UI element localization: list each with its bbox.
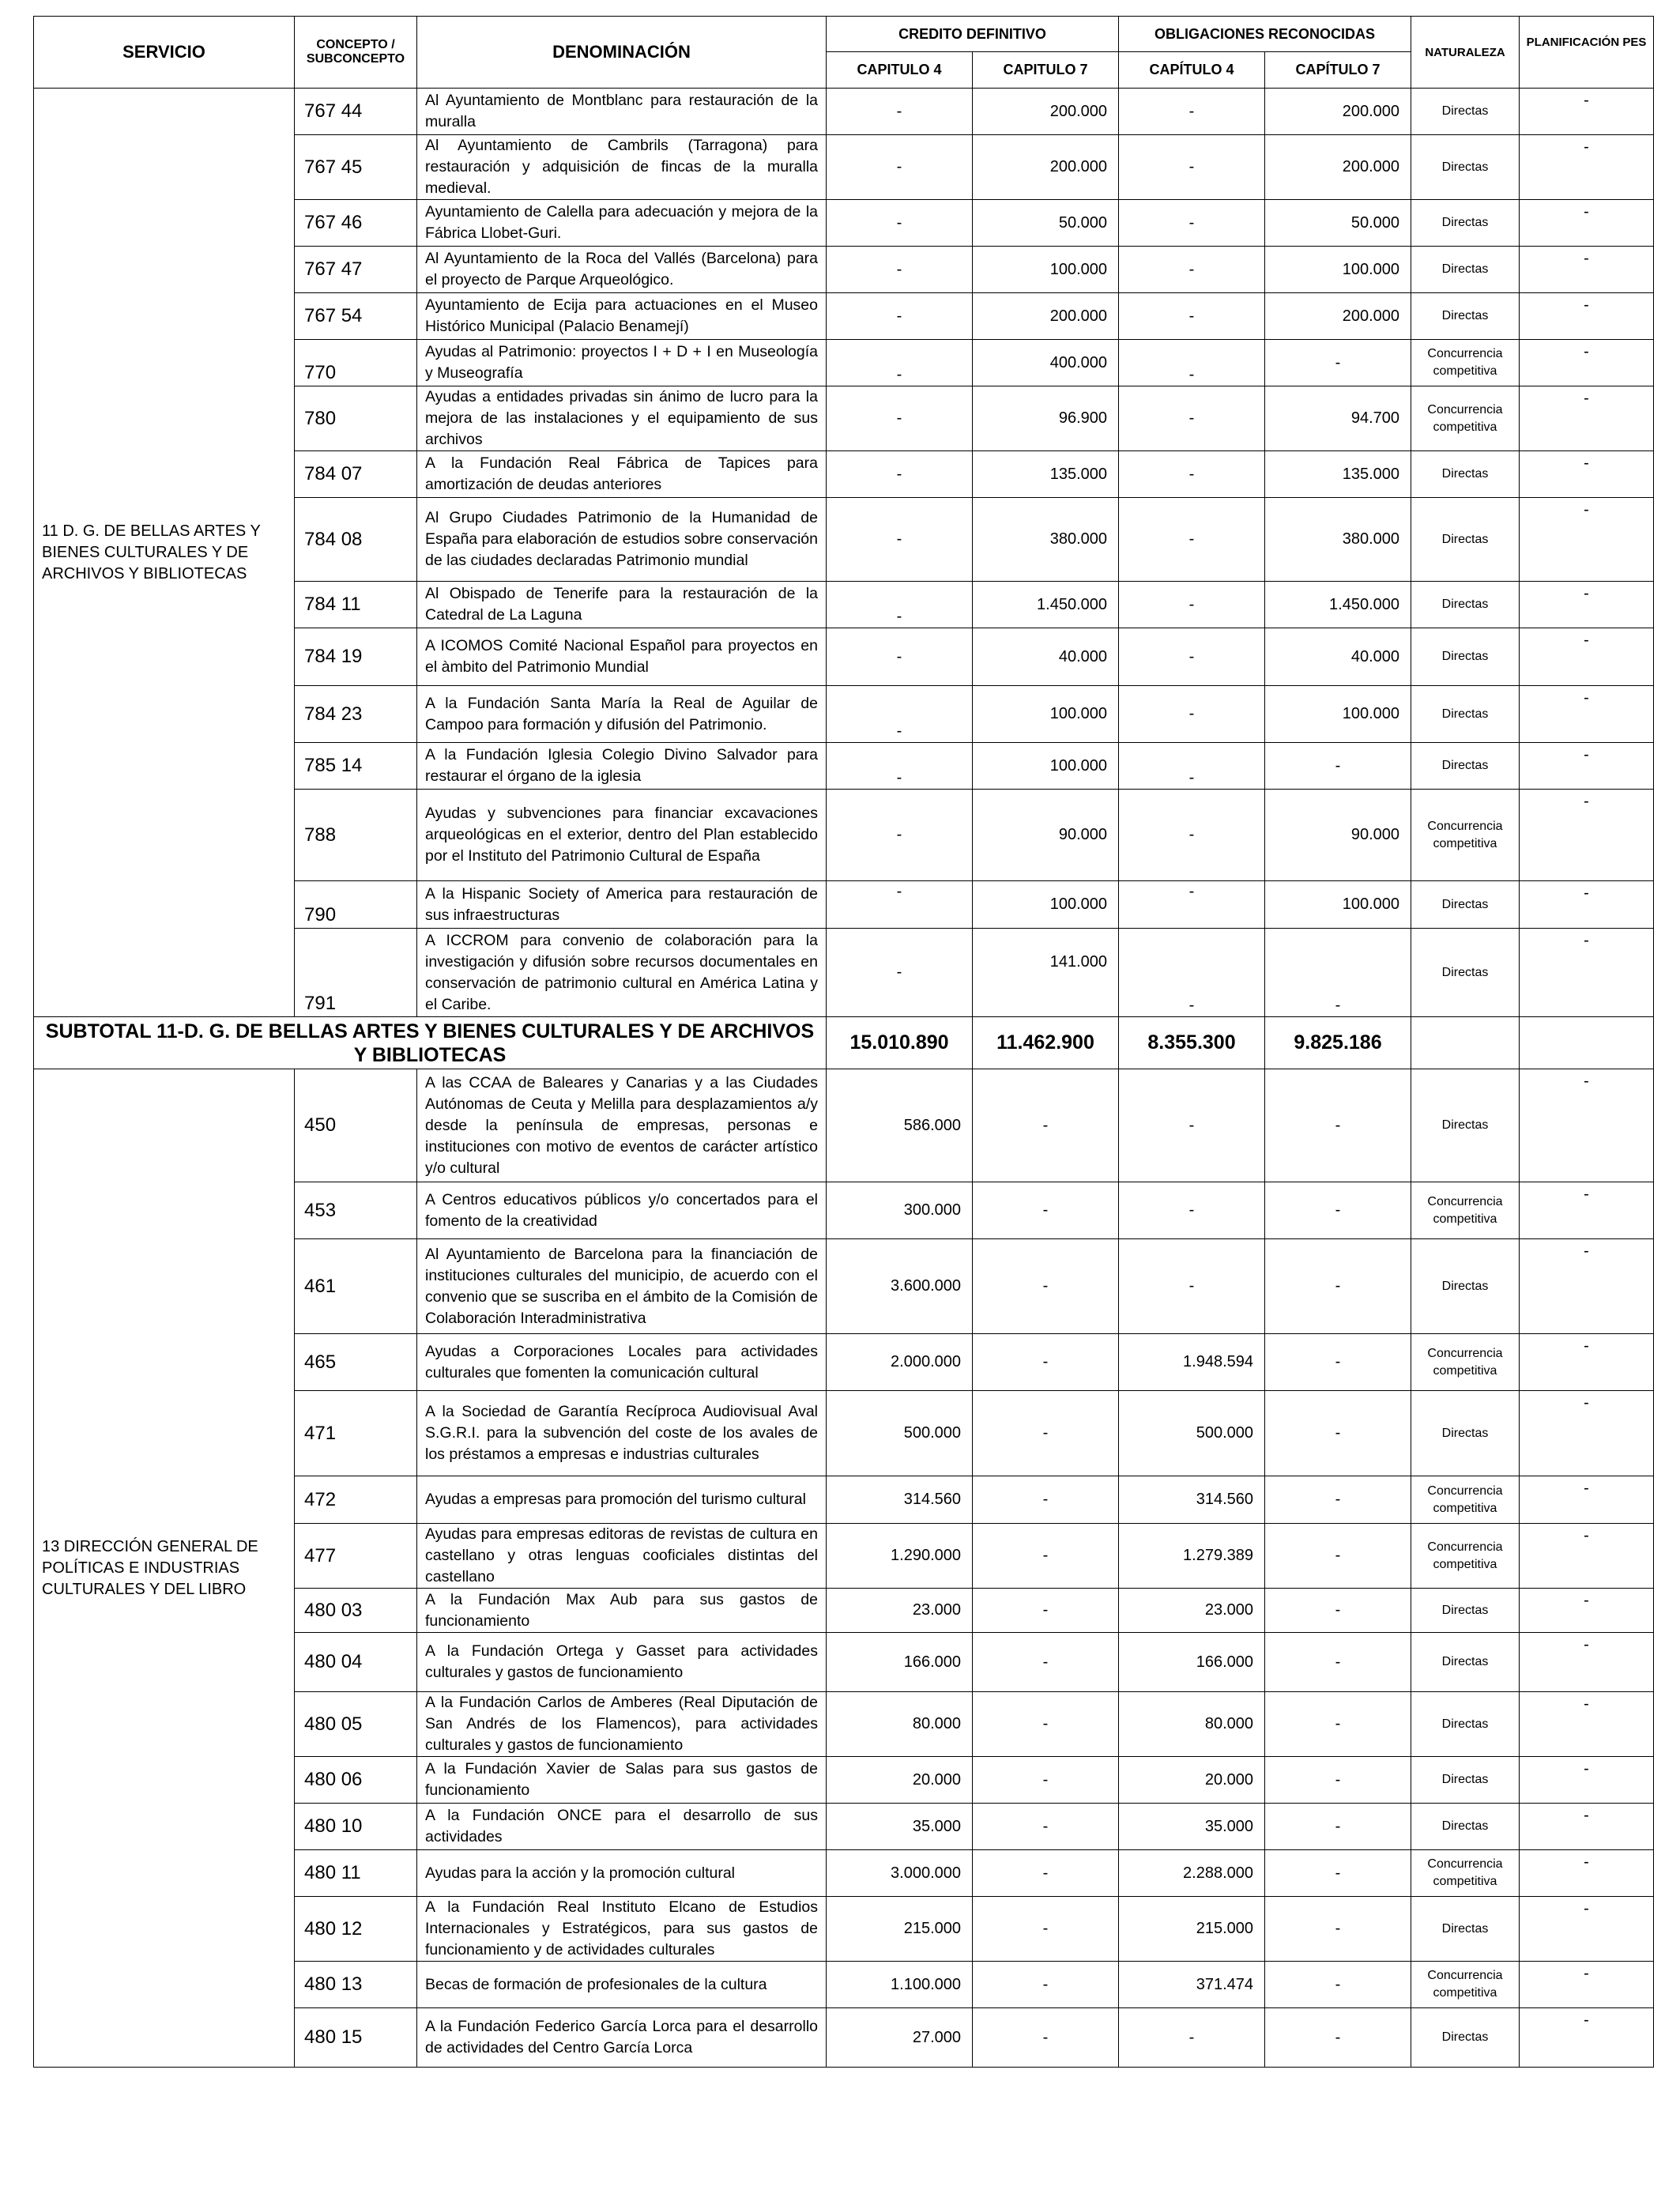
credito-cap7: -: [973, 1757, 1119, 1804]
obligaciones-cap7: -: [1265, 1850, 1411, 1897]
credito-cap4: 166.000: [827, 1633, 973, 1692]
credito-cap4: -: [827, 929, 973, 1017]
credito-cap4: 215.000: [827, 1897, 973, 1962]
credito-cap7: -: [973, 1633, 1119, 1692]
denominacion-text: A la Fundación Iglesia Colegio Divino Salvador para restaurar el órgano de la iglesia: [417, 743, 827, 790]
concepto-code: 791: [295, 929, 417, 1017]
obligaciones-cap4: -: [1119, 582, 1265, 628]
denominacion-text: A la Fundación Santa María la Real de Aguilar de Campoo para formación y difusión del Patrimonio.: [417, 686, 827, 743]
subtotal-planificacion-empty: [1520, 1017, 1654, 1069]
obligaciones-cap7: -: [1265, 1633, 1411, 1692]
naturaleza-text: Directas: [1411, 451, 1520, 498]
credito-cap7: -: [973, 1897, 1119, 1962]
planificacion-text: -: [1520, 1804, 1654, 1850]
obligaciones-cap4: 20.000: [1119, 1757, 1265, 1804]
header-cap7-credito: CAPITULO 7: [973, 52, 1119, 89]
section-13-body: [34, 1069, 1654, 2068]
credito-cap7: 380.000: [973, 498, 1119, 582]
credito-cap4: 586.000: [827, 1069, 973, 1182]
header-credito: CREDITO DEFINITIVO: [827, 17, 1119, 52]
credito-cap7: -: [973, 1391, 1119, 1476]
credito-cap7: 40.000: [973, 628, 1119, 686]
credito-cap7: -: [973, 2008, 1119, 2068]
naturaleza-text: Directas: [1411, 1757, 1520, 1804]
denominacion-text: A la Hispanic Society of America para restauración de sus infraestructuras: [417, 881, 827, 929]
concepto-code: 480 11: [295, 1850, 417, 1897]
header-row-1: [34, 17, 1654, 52]
naturaleza-text: Directas: [1411, 1804, 1520, 1850]
obligaciones-cap4: -: [1119, 2008, 1265, 2068]
planificacion-text: -: [1520, 2008, 1654, 2068]
credito-cap7: 50.000: [973, 200, 1119, 247]
obligaciones-cap7: 200.000: [1265, 89, 1411, 135]
obligaciones-cap7: -: [1265, 1391, 1411, 1476]
obligaciones-cap4: -: [1119, 293, 1265, 340]
obligaciones-cap4: 35.000: [1119, 1804, 1265, 1850]
concepto-code: 785 14: [295, 743, 417, 790]
naturaleza-text: Concurrencia competitiva: [1411, 340, 1520, 386]
obligaciones-cap4: -: [1119, 881, 1265, 929]
credito-cap4: 27.000: [827, 2008, 973, 2068]
naturaleza-text: Directas: [1411, 1391, 1520, 1476]
credito-cap7: 100.000: [973, 881, 1119, 929]
denominacion-text: A la Fundación Real Instituto Elcano de Estudios Internacionales y Estratégicos, para sus gastos de funcionamiento y de actividades culturales: [417, 1897, 827, 1962]
denominacion-text: Ayuntamiento de Calella para adecuación y mejora de la Fábrica Llobet-Guri.: [417, 200, 827, 247]
planificacion-text: -: [1520, 89, 1654, 135]
obligaciones-cap4: -: [1119, 89, 1265, 135]
denominacion-text: Ayudas al Patrimonio: proyectos I + D + I en Museología y Museografía: [417, 340, 827, 386]
credito-cap4: -: [827, 628, 973, 686]
credito-cap4: 80.000: [827, 1692, 973, 1757]
credito-cap4: 35.000: [827, 1804, 973, 1850]
credito-cap4: -: [827, 135, 973, 200]
obligaciones-cap7: 200.000: [1265, 135, 1411, 200]
concepto-code: 480 10: [295, 1804, 417, 1850]
credito-cap7: -: [973, 1069, 1119, 1182]
planificacion-text: -: [1520, 451, 1654, 498]
denominacion-text: Al Ayuntamiento de Barcelona para la financiación de instituciones culturales del municipio, de acuerdo con el convenio que se suscriba en el ámbito de la Comisión de Colaboración Interadministrativa: [417, 1239, 827, 1334]
denominacion-text: A la Fundación ONCE para el desarrollo de sus actividades: [417, 1804, 827, 1850]
obligaciones-cap7: 200.000: [1265, 293, 1411, 340]
credito-cap7: 141.000: [973, 929, 1119, 1017]
header-planificacion: PLANIFICACIÓN PES: [1520, 17, 1654, 89]
denominacion-text: A la Fundación Max Aub para sus gastos de funcionamiento: [417, 1589, 827, 1633]
denominacion-text: A Centros educativos públicos y/o concertados para el fomento de la creatividad: [417, 1182, 827, 1239]
credito-cap7: 96.900: [973, 386, 1119, 451]
credito-cap4: 2.000.000: [827, 1334, 973, 1391]
denominacion-text: A la Sociedad de Garantía Recíproca Audiovisual Aval S.G.R.I. para la subvención del coste de los avales de los préstamos a empresas e industrias culturales: [417, 1391, 827, 1476]
subtotal-label: SUBTOTAL 11-D. G. DE BELLAS ARTES Y BIENES CULTURALES Y DE ARCHIVOS Y BIBLIOTECAS: [34, 1017, 827, 1069]
servicio-cell: 13 DIRECCIÓN GENERAL DE POLÍTICAS E INDUSTRIAS CULTURALES Y DEL LIBRO: [34, 1069, 295, 2068]
servicio-cell: 11 D. G. DE BELLAS ARTES Y BIENES CULTURALES Y DE ARCHIVOS Y BIBLIOTECAS: [34, 89, 295, 1017]
planificacion-text: -: [1520, 135, 1654, 200]
obligaciones-cap4: 371.474: [1119, 1962, 1265, 2008]
naturaleza-text: Concurrencia competitiva: [1411, 386, 1520, 451]
obligaciones-cap4: 2.288.000: [1119, 1850, 1265, 1897]
credito-cap4: 3.000.000: [827, 1850, 973, 1897]
planificacion-text: -: [1520, 628, 1654, 686]
naturaleza-text: Directas: [1411, 1897, 1520, 1962]
obligaciones-cap7: 1.450.000: [1265, 582, 1411, 628]
denominacion-text: Ayudas para la acción y la promoción cultural: [417, 1850, 827, 1897]
concepto-code: 784 07: [295, 451, 417, 498]
denominacion-text: Ayudas a entidades privadas sin ánimo de lucro para la mejora de las instalaciones y el equipamiento de sus archivos: [417, 386, 827, 451]
table-row: [34, 89, 1654, 135]
concepto-code: 480 15: [295, 2008, 417, 2068]
budget-document: [33, 16, 1653, 2068]
obligaciones-cap7: 380.000: [1265, 498, 1411, 582]
planificacion-text: -: [1520, 1962, 1654, 2008]
naturaleza-text: Concurrencia competitiva: [1411, 1850, 1520, 1897]
concepto-code: 480 03: [295, 1589, 417, 1633]
obligaciones-cap7: -: [1265, 1524, 1411, 1589]
naturaleza-text: Concurrencia competitiva: [1411, 1524, 1520, 1589]
credito-cap7: 400.000: [973, 340, 1119, 386]
concepto-code: 784 08: [295, 498, 417, 582]
denominacion-text: Ayudas y subvenciones para financiar excavaciones arqueológicas en el exterior, dentro del Plan establecido por el Instituto del Patrimonio Cultural de España: [417, 790, 827, 881]
planificacion-text: -: [1520, 340, 1654, 386]
obligaciones-cap4: -: [1119, 686, 1265, 743]
denominacion-text: Becas de formación de profesionales de la cultura: [417, 1962, 827, 2008]
obligaciones-cap7: -: [1265, 340, 1411, 386]
planificacion-text: -: [1520, 881, 1654, 929]
concepto-code: 788: [295, 790, 417, 881]
credito-cap7: 100.000: [973, 686, 1119, 743]
header-cap4-credito: CAPITULO 4: [827, 52, 973, 89]
credito-cap4: 500.000: [827, 1391, 973, 1476]
obligaciones-cap4: -: [1119, 1069, 1265, 1182]
credito-cap4: -: [827, 386, 973, 451]
naturaleza-text: Directas: [1411, 1633, 1520, 1692]
obligaciones-cap7: 90.000: [1265, 790, 1411, 881]
obligaciones-cap4: -: [1119, 340, 1265, 386]
denominacion-text: Al Ayuntamiento de Montblanc para restauración de la muralla: [417, 89, 827, 135]
naturaleza-text: Concurrencia competitiva: [1411, 790, 1520, 881]
credito-cap4: -: [827, 89, 973, 135]
planificacion-text: -: [1520, 200, 1654, 247]
naturaleza-text: Directas: [1411, 1692, 1520, 1757]
obligaciones-cap4: -: [1119, 135, 1265, 200]
concepto-code: 767 54: [295, 293, 417, 340]
naturaleza-text: Directas: [1411, 1239, 1520, 1334]
planificacion-text: -: [1520, 1524, 1654, 1589]
credito-cap4: -: [827, 293, 973, 340]
obligaciones-cap7: -: [1265, 1589, 1411, 1633]
credito-cap4: -: [827, 340, 973, 386]
planificacion-text: -: [1520, 743, 1654, 790]
denominacion-text: A la Fundación Federico García Lorca para el desarrollo de actividades del Centro García Lorca: [417, 2008, 827, 2068]
header-cap7-oblig: CAPÍTULO 7: [1265, 52, 1411, 89]
obligaciones-cap4: -: [1119, 1239, 1265, 1334]
planificacion-text: -: [1520, 1334, 1654, 1391]
concepto-code: 472: [295, 1476, 417, 1524]
obligaciones-cap7: -: [1265, 1182, 1411, 1239]
naturaleza-text: Directas: [1411, 293, 1520, 340]
naturaleza-text: Directas: [1411, 582, 1520, 628]
planificacion-text: -: [1520, 929, 1654, 1017]
denominacion-text: A la Fundación Carlos de Amberes (Real Diputación de San Andrés de los Flamencos), para actividades culturales y gastos de funcionamiento: [417, 1692, 827, 1757]
credito-cap4: -: [827, 881, 973, 929]
planificacion-text: -: [1520, 582, 1654, 628]
naturaleza-text: Directas: [1411, 89, 1520, 135]
credito-cap7: -: [973, 1804, 1119, 1850]
naturaleza-text: Directas: [1411, 2008, 1520, 2068]
section-11-body: [34, 89, 1654, 1017]
obligaciones-cap7: -: [1265, 743, 1411, 790]
denominacion-text: A ICCROM para convenio de colaboración para la investigación y difusión sobre recursos documentales en conservación de patrimonio cultural en América Latina y el Caribe.: [417, 929, 827, 1017]
obligaciones-cap7: -: [1265, 1897, 1411, 1962]
obligaciones-cap7: -: [1265, 1804, 1411, 1850]
credito-cap7: -: [973, 1589, 1119, 1633]
header-denominacion: DENOMINACIÓN: [417, 17, 827, 89]
planificacion-text: -: [1520, 790, 1654, 881]
obligaciones-cap4: 500.000: [1119, 1391, 1265, 1476]
planificacion-text: -: [1520, 247, 1654, 293]
credito-cap7: 135.000: [973, 451, 1119, 498]
credito-cap7: -: [973, 1692, 1119, 1757]
concepto-code: 471: [295, 1391, 417, 1476]
concepto-code: 477: [295, 1524, 417, 1589]
denominacion-text: Al Grupo Ciudades Patrimonio de la Humanidad de España para elaboración de estudios sobre conservación de las ciudades declaradas Patrimonio mundial: [417, 498, 827, 582]
credito-cap7: -: [973, 1476, 1119, 1524]
planificacion-text: -: [1520, 1069, 1654, 1182]
denominacion-text: Ayudas para empresas editoras de revistas de cultura en castellano y otras lenguas cooficiales distintas del castellano: [417, 1524, 827, 1589]
concepto-code: 453: [295, 1182, 417, 1239]
planificacion-text: -: [1520, 1476, 1654, 1524]
denominacion-text: A las CCAA de Baleares y Canarias y a las Ciudades Autónomas de Ceuta y Melilla para desplazamientos a/y desde la península de empresas, personas e instituciones con motivo de eventos de carácter artístico y/o cultural: [417, 1069, 827, 1182]
concepto-code: 461: [295, 1239, 417, 1334]
concepto-code: 767 45: [295, 135, 417, 200]
concepto-code: 480 06: [295, 1757, 417, 1804]
concepto-code: 784 23: [295, 686, 417, 743]
obligaciones-cap7: -: [1265, 1476, 1411, 1524]
concepto-code: 784 11: [295, 582, 417, 628]
subtotal-naturaleza-empty: [1411, 1017, 1520, 1069]
denominacion-text: Al Ayuntamiento de Cambrils (Tarragona) para restauración y adquisición de fincas de la muralla medieval.: [417, 135, 827, 200]
credito-cap7: 200.000: [973, 135, 1119, 200]
subtotal-cap4-credito: 15.010.890: [827, 1017, 973, 1069]
obligaciones-cap7: 40.000: [1265, 628, 1411, 686]
credito-cap4: 23.000: [827, 1589, 973, 1633]
obligaciones-cap7: -: [1265, 1334, 1411, 1391]
naturaleza-text: Directas: [1411, 686, 1520, 743]
denominacion-text: Ayudas a Corporaciones Locales para actividades culturales que fomenten la comunicación cultural: [417, 1334, 827, 1391]
concepto-code: 767 44: [295, 89, 417, 135]
credito-cap7: 100.000: [973, 743, 1119, 790]
obligaciones-cap4: -: [1119, 247, 1265, 293]
concepto-code: 480 05: [295, 1692, 417, 1757]
header-concepto: CONCEPTO / SUBCONCEPTO: [295, 17, 417, 89]
credito-cap7: -: [973, 1239, 1119, 1334]
credito-cap4: 314.560: [827, 1476, 973, 1524]
obligaciones-cap4: -: [1119, 743, 1265, 790]
obligaciones-cap7: -: [1265, 1962, 1411, 2008]
planificacion-text: -: [1520, 1239, 1654, 1334]
concepto-code: 450: [295, 1069, 417, 1182]
obligaciones-cap4: -: [1119, 1182, 1265, 1239]
naturaleza-text: Directas: [1411, 200, 1520, 247]
obligaciones-cap4: -: [1119, 790, 1265, 881]
obligaciones-cap7: 135.000: [1265, 451, 1411, 498]
naturaleza-text: Directas: [1411, 1069, 1520, 1182]
denominacion-text: Al Ayuntamiento de la Roca del Vallés (Barcelona) para el proyecto de Parque Arqueológico.: [417, 247, 827, 293]
concepto-code: 480 13: [295, 1962, 417, 2008]
credito-cap4: -: [827, 790, 973, 881]
credito-cap7: -: [973, 1182, 1119, 1239]
planificacion-text: -: [1520, 386, 1654, 451]
credito-cap7: 90.000: [973, 790, 1119, 881]
credito-cap4: 1.290.000: [827, 1524, 973, 1589]
naturaleza-text: Concurrencia competitiva: [1411, 1334, 1520, 1391]
concepto-code: 767 47: [295, 247, 417, 293]
denominacion-text: Ayudas a empresas para promoción del turismo cultural: [417, 1476, 827, 1524]
naturaleza-text: Concurrencia competitiva: [1411, 1182, 1520, 1239]
planificacion-text: -: [1520, 293, 1654, 340]
credito-cap4: 20.000: [827, 1757, 973, 1804]
naturaleza-text: Directas: [1411, 929, 1520, 1017]
naturaleza-text: Directas: [1411, 628, 1520, 686]
credito-cap4: -: [827, 200, 973, 247]
obligaciones-cap7: 100.000: [1265, 247, 1411, 293]
subtotal-row: [34, 1017, 1654, 1069]
table-row: [34, 1069, 1654, 1182]
planificacion-text: -: [1520, 1692, 1654, 1757]
planificacion-text: -: [1520, 1391, 1654, 1476]
denominacion-text: Al Obispado de Tenerife para la restauración de la Catedral de La Laguna: [417, 582, 827, 628]
credito-cap7: -: [973, 1850, 1119, 1897]
obligaciones-cap7: -: [1265, 1692, 1411, 1757]
obligaciones-cap4: 80.000: [1119, 1692, 1265, 1757]
credito-cap4: -: [827, 686, 973, 743]
concepto-code: 767 46: [295, 200, 417, 247]
obligaciones-cap7: 100.000: [1265, 881, 1411, 929]
naturaleza-text: Directas: [1411, 135, 1520, 200]
denominacion-text: A la Fundación Real Fábrica de Tapices para amortización de deudas anteriores: [417, 451, 827, 498]
concepto-code: 780: [295, 386, 417, 451]
naturaleza-text: Directas: [1411, 247, 1520, 293]
denominacion-text: A la Fundación Xavier de Salas para sus gastos de funcionamiento: [417, 1757, 827, 1804]
denominacion-text: Ayuntamiento de Ecija para actuaciones en el Museo Histórico Municipal (Palacio Benamejí): [417, 293, 827, 340]
header-naturaleza: NATURALEZA: [1411, 17, 1520, 89]
obligaciones-cap4: 215.000: [1119, 1897, 1265, 1962]
obligaciones-cap4: -: [1119, 628, 1265, 686]
credito-cap4: 1.100.000: [827, 1962, 973, 2008]
planificacion-text: -: [1520, 1182, 1654, 1239]
obligaciones-cap4: -: [1119, 451, 1265, 498]
obligaciones-cap4: -: [1119, 386, 1265, 451]
credito-cap4: 300.000: [827, 1182, 973, 1239]
concepto-code: 770: [295, 340, 417, 386]
planificacion-text: -: [1520, 1757, 1654, 1804]
obligaciones-cap4: -: [1119, 498, 1265, 582]
credito-cap7: -: [973, 1962, 1119, 2008]
credito-cap7: 1.450.000: [973, 582, 1119, 628]
credito-cap4: -: [827, 743, 973, 790]
naturaleza-text: Directas: [1411, 743, 1520, 790]
header-servicio: SERVICIO: [34, 17, 295, 89]
subtotal-body: [34, 1017, 1654, 1069]
obligaciones-cap4: -: [1119, 200, 1265, 247]
planificacion-text: -: [1520, 686, 1654, 743]
obligaciones-cap7: -: [1265, 2008, 1411, 2068]
denominacion-text: A ICOMOS Comité Nacional Español para proyectos en el àmbito del Patrimonio Mundial: [417, 628, 827, 686]
planificacion-text: -: [1520, 1633, 1654, 1692]
credito-cap4: 3.600.000: [827, 1239, 973, 1334]
subtotal-cap7-credito: 11.462.900: [973, 1017, 1119, 1069]
concepto-code: 465: [295, 1334, 417, 1391]
naturaleza-text: Directas: [1411, 881, 1520, 929]
obligaciones-cap7: -: [1265, 929, 1411, 1017]
header-obligaciones: OBLIGACIONES RECONOCIDAS: [1119, 17, 1411, 52]
naturaleza-text: Concurrencia competitiva: [1411, 1476, 1520, 1524]
obligaciones-cap4: 314.560: [1119, 1476, 1265, 1524]
concepto-code: 480 04: [295, 1633, 417, 1692]
credito-cap7: 100.000: [973, 247, 1119, 293]
obligaciones-cap7: -: [1265, 1239, 1411, 1334]
denominacion-text: A la Fundación Ortega y Gasset para actividades culturales y gastos de funcionamiento: [417, 1633, 827, 1692]
subtotal-cap4-oblig: 8.355.300: [1119, 1017, 1265, 1069]
credito-cap7: -: [973, 1334, 1119, 1391]
concepto-code: 784 19: [295, 628, 417, 686]
credito-cap7: 200.000: [973, 89, 1119, 135]
credito-cap4: -: [827, 451, 973, 498]
subsidies-table: [33, 16, 1654, 2068]
obligaciones-cap7: 100.000: [1265, 686, 1411, 743]
obligaciones-cap7: -: [1265, 1069, 1411, 1182]
obligaciones-cap7: -: [1265, 1757, 1411, 1804]
credito-cap4: -: [827, 498, 973, 582]
obligaciones-cap4: 23.000: [1119, 1589, 1265, 1633]
naturaleza-text: Concurrencia competitiva: [1411, 1962, 1520, 2008]
obligaciones-cap4: 166.000: [1119, 1633, 1265, 1692]
obligaciones-cap4: 1.279.389: [1119, 1524, 1265, 1589]
naturaleza-text: Directas: [1411, 498, 1520, 582]
credito-cap4: -: [827, 247, 973, 293]
concepto-code: 480 12: [295, 1897, 417, 1962]
obligaciones-cap7: 50.000: [1265, 200, 1411, 247]
planificacion-text: -: [1520, 498, 1654, 582]
planificacion-text: -: [1520, 1897, 1654, 1962]
obligaciones-cap4: 1.948.594: [1119, 1334, 1265, 1391]
credito-cap7: -: [973, 1524, 1119, 1589]
subtotal-cap7-oblig: 9.825.186: [1265, 1017, 1411, 1069]
obligaciones-cap4: -: [1119, 929, 1265, 1017]
header-cap4-oblig: CAPÍTULO 4: [1119, 52, 1265, 89]
concepto-code: 790: [295, 881, 417, 929]
obligaciones-cap7: 94.700: [1265, 386, 1411, 451]
naturaleza-text: Directas: [1411, 1589, 1520, 1633]
credito-cap4: -: [827, 582, 973, 628]
planificacion-text: -: [1520, 1850, 1654, 1897]
planificacion-text: -: [1520, 1589, 1654, 1633]
credito-cap7: 200.000: [973, 293, 1119, 340]
